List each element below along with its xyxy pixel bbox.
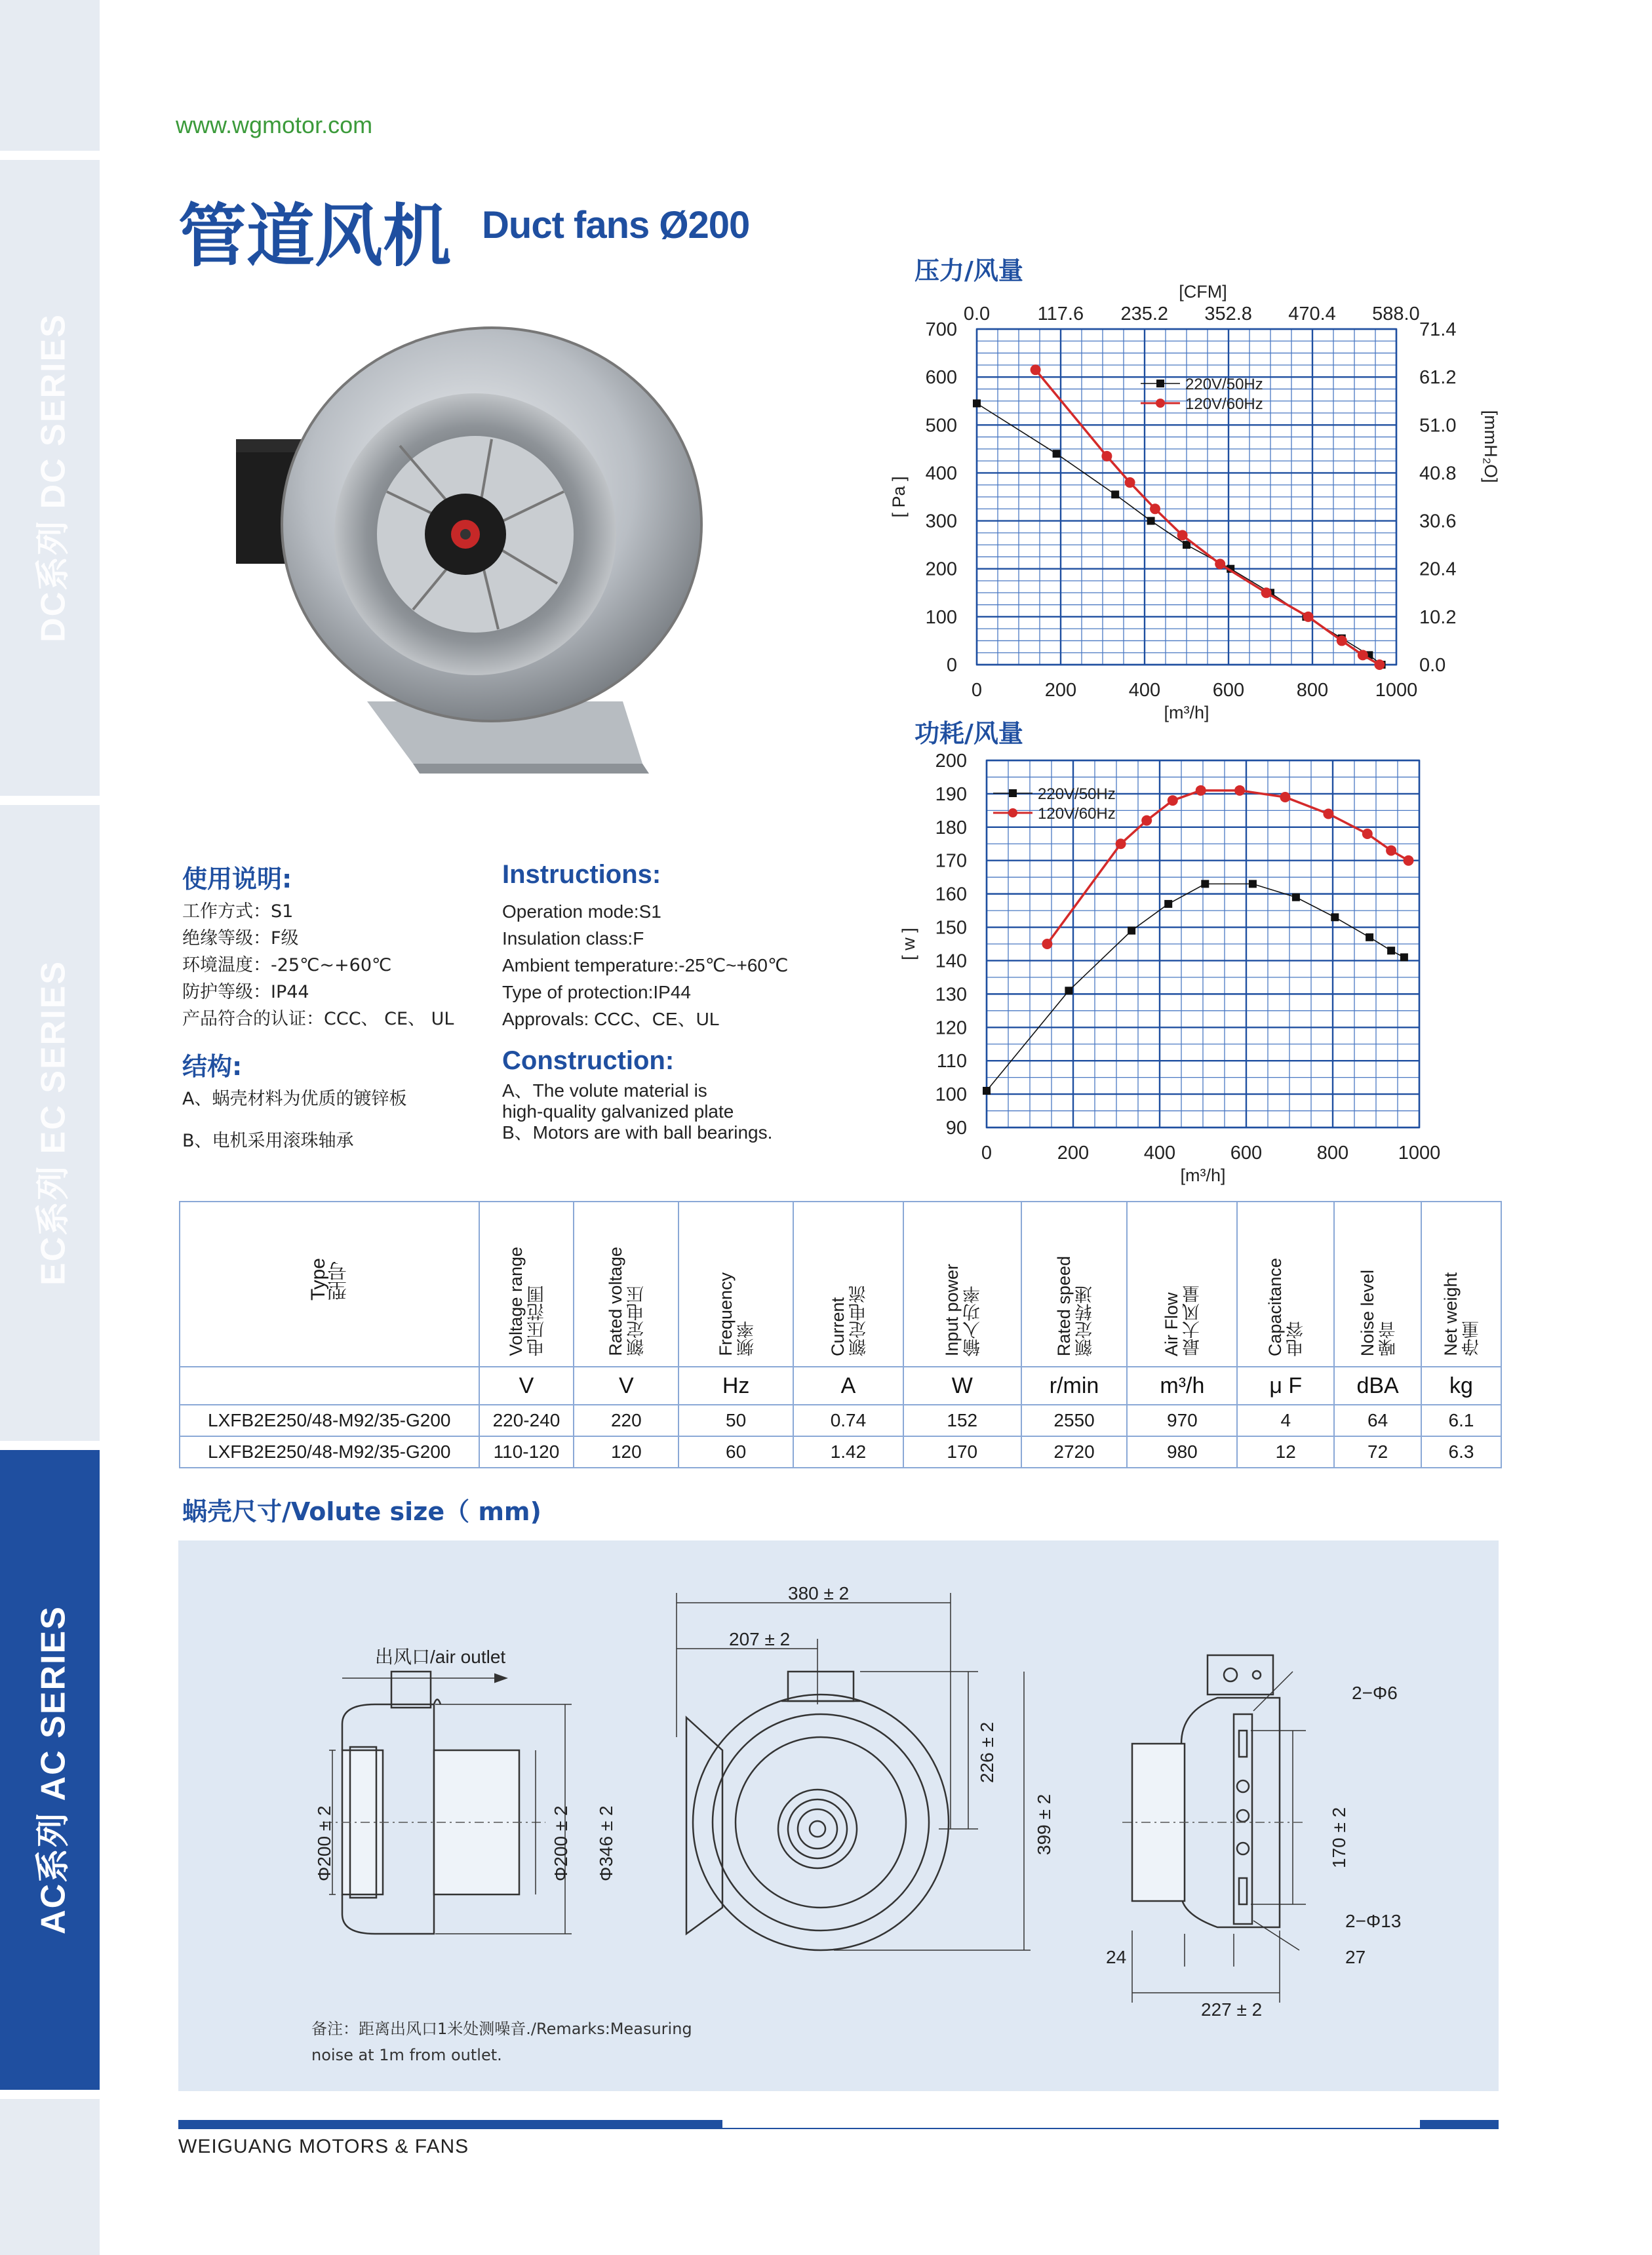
y-tick-label: 300 [925,511,957,532]
header-cn: 噪音 [1378,1321,1398,1356]
series-line [987,884,1404,1091]
air-outlet-label: 出风口/air outlet [375,1647,506,1667]
series-tab-dc[interactable] [0,160,100,796]
x-tick-label: 1000 [1398,1143,1441,1164]
data-point [1249,880,1257,888]
data-point [1280,792,1290,802]
power-chart [878,747,1547,1193]
construction-cn-line: B、电机采用滚珠轴承 [182,1131,354,1151]
legend-marker [1008,808,1017,817]
data-point [973,399,981,407]
top-tick-label: 235.2 [1120,304,1169,324]
y-axis-label: [ w ] [899,928,918,960]
construction-en-line: high-quality galvanized plate [502,1101,734,1122]
y-tick-label: 110 [936,1051,967,1072]
data-point [1215,559,1225,569]
data-point [1141,815,1152,826]
cell-type: LXFB2E250/48-M92/35-G200 [180,1436,479,1468]
instruction-cn-line: 产品符合的认证：CCC、 CE、 UL [182,1009,454,1029]
instruction-en-line: Approvals: CCC、CE、UL [502,1009,720,1029]
header-cn: 电容 [1286,1321,1307,1356]
volute-title: 蜗壳尺寸/Volute size（ mm) [182,1497,541,1526]
header-en: Type [307,1257,330,1301]
y-tick-label: 180 [935,817,967,838]
header-cn: 额定转速 [1074,1285,1095,1356]
unit-cell: W [903,1367,1021,1405]
legend-marker [1009,789,1017,797]
unit-cell: r/min [1021,1367,1128,1405]
header-en: Current [827,1297,848,1356]
x-tick-label: 0 [981,1143,993,1164]
construction-en-line: B、Motors are with ball bearings. [502,1122,773,1143]
dim-24: 24 [1106,1947,1127,1967]
spec-table [179,1201,1502,1468]
dim-w207: 207 ± 2 [729,1629,791,1649]
data-point [1261,587,1272,598]
cell-current: 1.42 [793,1436,903,1468]
cell-rated-speed: 2550 [1021,1405,1128,1436]
right-tick-label: 10.2 [1419,606,1457,628]
series-tab-ec[interactable] [0,805,100,1441]
data-point [1201,880,1209,888]
company-name: WEIGUANG MOTORS & FANS [178,2136,469,2157]
cell-rated-speed: 2720 [1021,1436,1128,1468]
header-noise-level [1334,1202,1421,1367]
x-tick-label: 600 [1230,1143,1263,1164]
page-title-cn: 管道风机 [178,196,452,276]
header-cn: 额定电流 [848,1285,869,1356]
data-point [1116,838,1126,849]
legend-marker [1156,380,1164,387]
data-point [1292,893,1300,901]
x-tick-label: 800 [1316,1143,1349,1164]
instructions-list-en [502,898,788,1032]
data-point [1362,829,1373,839]
top-tick-label: 117.6 [1037,304,1084,324]
data-point [1183,541,1190,549]
instructions-title-cn: 使用说明: [182,865,292,893]
y-tick-label: 100 [925,606,957,628]
instruction-en-line: Type of protection:IP44 [502,982,691,1002]
header-voltage-range [479,1202,574,1367]
legend-marker [1156,399,1165,408]
construction-cn-line: A、蜗壳材料为优质的镀锌板 [182,1089,407,1109]
header-frequency [678,1202,793,1367]
data-point [1150,503,1160,514]
data-point [1358,650,1368,660]
header-en: Noise level [1357,1269,1377,1356]
series-tab-blank-bottom [0,2099,100,2255]
header-cn: 净重 [1462,1321,1482,1356]
header-en: Air Flow [1162,1292,1182,1356]
cell-input-power: 170 [903,1436,1021,1468]
remarks-line: 备注：距离出风口1米处测噪音./Remarks:Measuring [311,2020,692,2038]
footer-divider [178,2128,1499,2129]
header-type [180,1202,479,1367]
remarks-note [311,2016,692,2068]
power-chart-title: 功耗/风量 [914,719,1023,748]
construction-title-cn: 结构: [182,1052,243,1081]
dim-h170: 170 ± 2 [1329,1807,1349,1868]
footer-bar-left [178,2120,722,2128]
pressure-chart [878,275,1547,728]
instruction-en-line: Insulation class:F [502,928,644,949]
header-en: Rated voltage [606,1247,626,1356]
right-tick-label: 71.4 [1419,319,1457,340]
data-point [1101,451,1112,461]
y-tick-label: 400 [925,463,957,484]
dim-27: 27 [1345,1947,1366,1967]
data-point [1111,490,1119,498]
header-en: Rated speed [1053,1255,1074,1356]
legend-label: 120V/60Hz [1185,395,1263,413]
series-strip [0,0,100,2255]
data-point [1234,785,1245,796]
series-tab-dc-label: DC系列 DC SERIES [34,313,73,642]
table-row [180,1436,1501,1468]
cell-capacitance: 12 [1237,1436,1334,1468]
right-axis-label: [mmH₂O] [1481,410,1501,483]
right-tick-label: 30.6 [1419,511,1457,532]
header-en: Capacitance [1265,1257,1286,1356]
header-rated-voltage [574,1202,678,1367]
cell-frequency: 50 [678,1405,793,1436]
y-tick-label: 600 [925,367,957,389]
instructions-list-cn [182,898,454,1032]
data-point [1386,845,1396,855]
header-cn: 输入功率 [962,1285,983,1356]
cell-noise: 64 [1334,1405,1421,1436]
instruction-cn-line: 绝缘等级：F级 [182,928,299,949]
dim-w227: 227 ± 2 [1201,1999,1263,2020]
data-point [1042,939,1052,949]
instruction-en-line: Operation mode:S1 [502,901,661,922]
right-tick-label: 20.4 [1419,559,1457,580]
cell-input-power: 152 [903,1405,1021,1436]
y-tick-label: 100 [935,1084,967,1106]
y-tick-label: 120 [935,1017,967,1039]
y-tick-label: 170 [935,850,967,872]
header-en: Net weight [1441,1272,1461,1356]
unit-cell: V [574,1367,678,1405]
dim-h399: 399 ± 2 [1034,1794,1054,1855]
header-cn: 频率 [736,1321,757,1356]
instruction-cn-line: 工作方式：S1 [182,901,294,922]
construction-list-en [502,1080,772,1143]
data-point [1387,947,1395,954]
data-point [1065,987,1072,994]
header-input-power [903,1202,1021,1367]
data-point [1177,530,1188,541]
header-en: Input power [941,1263,962,1356]
header-net-weight [1421,1202,1501,1367]
cell-voltage-range: 110-120 [479,1436,574,1468]
y-tick-label: 500 [925,415,957,437]
instructions-title-en: Instructions: [502,860,661,889]
y-tick-label: 160 [935,884,967,905]
unit-cell: μ F [1237,1367,1334,1405]
pressure-chart-title: 压力/风量 [914,256,1023,285]
data-point [983,1087,991,1095]
header-cn: 型号 [328,1261,351,1301]
right-tick-label: 51.0 [1419,415,1457,437]
cell-voltage-range: 220-240 [479,1405,574,1436]
header-rated-speed [1021,1202,1128,1367]
top-tick-label: 352.8 [1204,304,1252,324]
y-tick-label: 0 [946,655,957,676]
data-point [1303,612,1314,622]
top-axis-label: [CFM] [1179,282,1227,302]
cell-rated-voltage: 120 [574,1436,678,1468]
dim-d200-left: Φ200 ± 2 [314,1805,334,1881]
data-point [1164,900,1172,908]
data-point [1323,808,1333,819]
data-point [1374,659,1385,670]
header-en: Voltage range [505,1247,526,1356]
volute-drawings [178,1540,1499,2091]
data-point [1400,953,1408,961]
cell-capacitance: 4 [1237,1405,1334,1436]
cell-weight: 6.1 [1421,1405,1501,1436]
remarks-line: noise at 1m from outlet. [311,2046,502,2064]
instruction-cn-line: 环境温度：-25℃~+60℃ [182,955,392,975]
unit-cell: m³/h [1127,1367,1237,1405]
cell-rated-voltage: 220 [574,1405,678,1436]
unit-cell: A [793,1367,903,1405]
cell-weight: 6.3 [1421,1436,1501,1468]
y-tick-label: 200 [935,751,967,772]
cell-air-flow: 970 [1127,1405,1237,1436]
header-cn: 额定电压 [627,1285,647,1356]
right-tick-label: 40.8 [1419,463,1457,484]
right-tick-label: 0.0 [1419,655,1446,676]
dim-holes13: 2−Φ13 [1345,1911,1402,1931]
header-air-flow [1127,1202,1237,1367]
cell-current: 0.74 [793,1405,903,1436]
legend-label: 220V/50Hz [1038,785,1116,803]
duct-fan-photo [216,275,741,780]
y-tick-label: 190 [935,783,967,805]
spec-unit-row [180,1367,1501,1405]
header-cn: 最大风量 [1183,1285,1203,1356]
x-axis-label: [m³/h] [1180,1166,1226,1185]
cell-type: LXFB2E250/48-M92/35-G200 [180,1405,479,1436]
x-axis-label: [m³/h] [1164,703,1210,722]
y-tick-label: 140 [935,951,967,972]
legend-label: 120V/60Hz [1038,805,1116,823]
footer-bar-right [1420,2120,1499,2128]
right-tick-label: 61.2 [1419,367,1457,389]
series-tab-ac[interactable] [0,1450,100,2090]
x-tick-label: 0 [971,680,983,701]
data-point [1404,855,1414,866]
data-point [1168,795,1178,806]
page-title-en: Duct fans Ø200 [482,204,750,246]
header-cn: 电压范围 [526,1285,547,1356]
y-tick-label: 700 [925,319,957,340]
unit-cell: kg [1421,1367,1501,1405]
header-capacitance [1237,1202,1334,1367]
dim-h226: 226 ± 2 [977,1721,997,1783]
cell-air-flow: 980 [1127,1436,1237,1468]
data-point [1128,927,1135,935]
header-en: Frequency [715,1272,736,1356]
data-point [1147,517,1155,525]
construction-title-en: Construction: [502,1046,675,1075]
x-tick-label: 600 [1212,680,1245,701]
cell-noise: 72 [1334,1436,1421,1468]
unit-cell: V [479,1367,574,1405]
x-tick-label: 400 [1143,1143,1176,1164]
website-link[interactable]: www.wgmotor.com [176,111,373,138]
legend-label: 220V/50Hz [1185,376,1263,393]
unit-cell: dBA [1334,1367,1421,1405]
data-point [1331,913,1339,921]
construction-en-line: A、The volute material is [502,1080,707,1101]
unit-cell [180,1367,479,1405]
x-tick-label: 200 [1057,1143,1090,1164]
instruction-cn-line: 防护等级：IP44 [182,982,309,1002]
series-tab-ac-label: AC系列 AC SERIES [34,1605,73,1934]
cell-frequency: 60 [678,1436,793,1468]
dim-d346: Φ346 ± 2 [596,1805,616,1881]
y-tick-label: 130 [935,984,967,1006]
x-tick-label: 200 [1044,680,1077,701]
top-tick-label: 588.0 [1372,304,1420,324]
x-tick-label: 800 [1296,680,1329,701]
dim-d200-right: Φ200 ± 2 [551,1805,571,1881]
data-point [1053,450,1061,458]
header-current [793,1202,903,1367]
x-tick-label: 400 [1128,680,1161,701]
y-axis-label: [ Pa ] [889,476,909,518]
construction-list-cn [182,1078,406,1162]
unit-cell: Hz [678,1367,793,1405]
dim-holes6: 2−Φ6 [1352,1683,1398,1703]
data-point [1196,785,1206,796]
spec-header-row [180,1202,1501,1367]
y-tick-label: 90 [945,1118,967,1139]
series-tab-blank [0,0,100,151]
dim-w380: 380 ± 2 [788,1583,850,1603]
top-tick-label: 0.0 [963,304,991,324]
data-point [1125,477,1135,488]
table-row [180,1405,1501,1436]
instruction-en-line: Ambient temperature:-25℃~+60℃ [502,955,789,975]
data-point [1031,364,1041,375]
y-tick-label: 150 [935,917,967,939]
data-point [1337,635,1347,646]
top-tick-label: 470.4 [1288,304,1336,324]
y-tick-label: 200 [925,559,957,580]
x-tick-label: 1000 [1375,680,1418,701]
series-tab-ec-label: EC系列 EC SERIES [34,960,73,1286]
data-point [1366,933,1373,941]
